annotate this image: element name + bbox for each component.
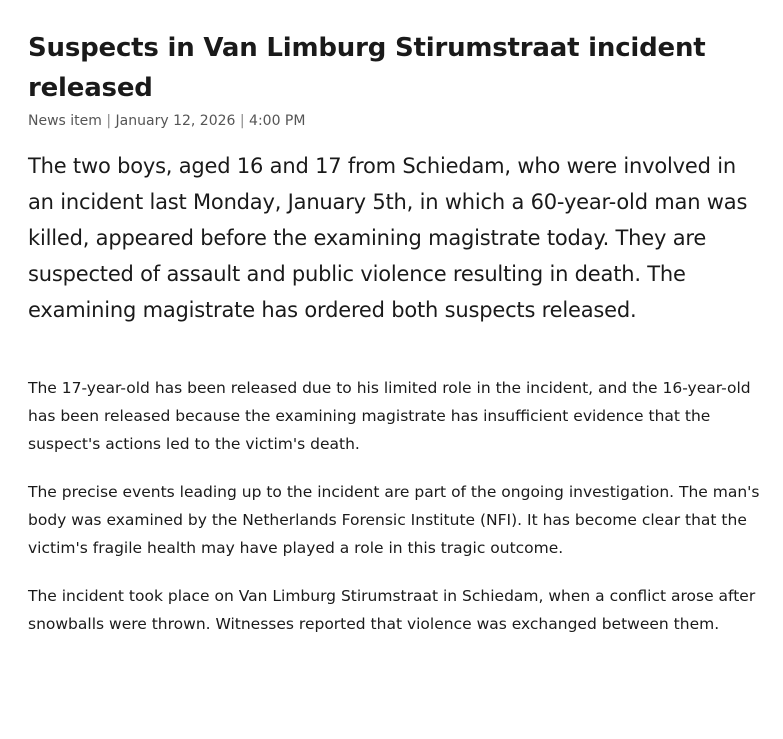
article-time: 4:00 PM bbox=[249, 113, 306, 129]
meta-separator: | bbox=[239, 113, 245, 129]
article-category: News item bbox=[28, 113, 102, 129]
article-paragraph: The incident took place on Van Limburg Stirumstraat in Schiedam, when a conflict arose after snowballs were thrown. Witnesses reported that violence was exchanged between them. bbox=[28, 587, 756, 633]
article-paragraph: The 17-year-old has been released due to his limited role in the incident, and the 16-year-old has been released because the examining magistrate has insufficient evidence that the suspect's actions led to the victim's death. bbox=[28, 379, 751, 453]
article-date: January 12, 2026 bbox=[115, 113, 236, 129]
article-paragraph: The precise events leading up to the incident are part of the ongoing investigation. The man's body was examined by the Netherlands Forensic Institute (NFI). It has become clear that the victim's fragile health may have played a role in this tragic outcome. bbox=[28, 483, 760, 557]
meta-separator: | bbox=[106, 113, 112, 129]
news-article bbox=[28, 28, 763, 638]
article-lead: The two boys, aged 16 and 17 from Schiedam, who were involved in an incident last Monday, January 5th, in which a 60-year-old man was killed, appeared before the examining magistrate today. They are suspected of assault and public violence resulting in death. The examining magistrate has ordered both suspects released. bbox=[28, 154, 748, 322]
article-meta bbox=[28, 111, 763, 131]
article-title: Suspects in Van Limburg Stirumstraat incident released bbox=[28, 33, 706, 103]
